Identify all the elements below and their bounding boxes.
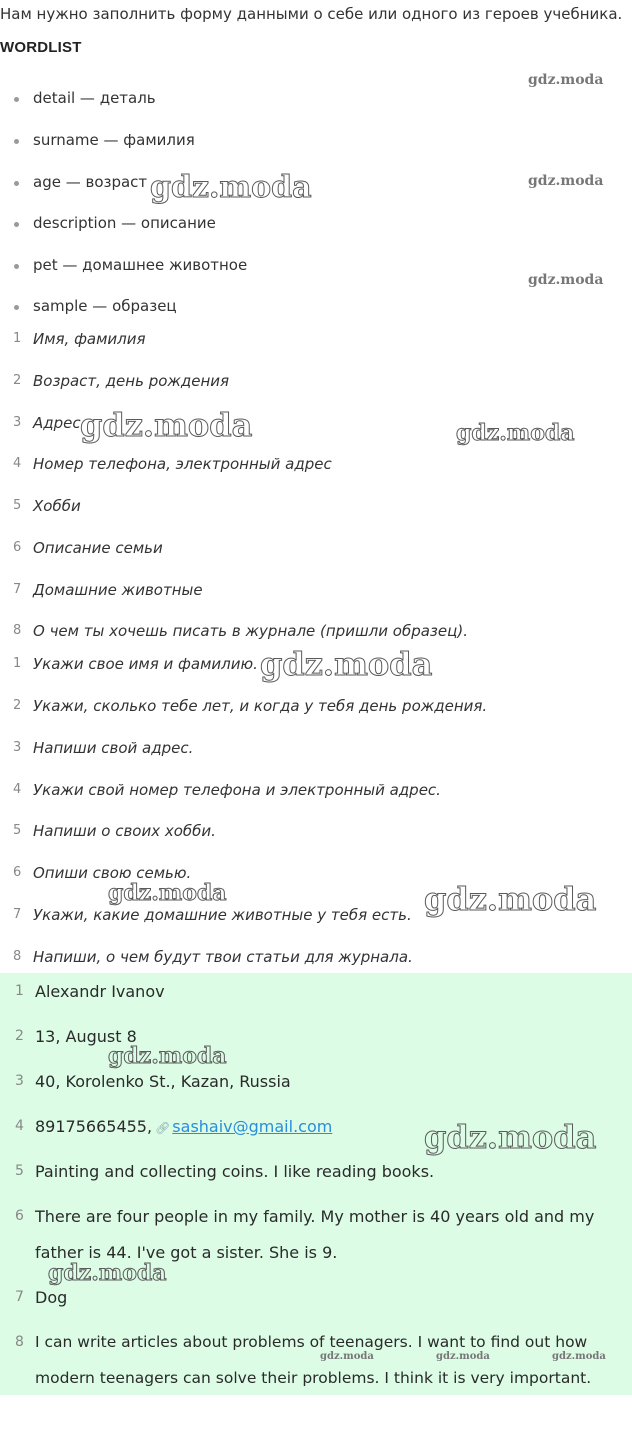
bullet-dot [14, 305, 19, 310]
watermark-logo: gdz.moda [436, 1351, 490, 1362]
answer-number: 7 [15, 1289, 24, 1305]
item-number: 4 [13, 782, 22, 797]
item-text: Домашние животные [33, 581, 203, 599]
item-number: 4 [13, 456, 22, 471]
item-number: 2 [13, 373, 22, 388]
wordlist-title: WORDLIST [0, 39, 82, 56]
bullet-dot [14, 181, 19, 186]
link-icon: 🔗︎ [155, 1121, 171, 1135]
item-number: 1 [13, 656, 22, 671]
answer-number: 4 [15, 1118, 24, 1134]
answer-text: 40, Korolenko St., Kazan, Russia [35, 1072, 291, 1091]
wordlist-text: age — возраст [33, 173, 148, 191]
item-number: 6 [13, 865, 22, 880]
answer-text: 13, August 8 [35, 1027, 137, 1046]
watermark-logo: gdz.moda [320, 1351, 374, 1362]
item-text: Напиши свой адрес. [33, 739, 194, 757]
item-number: 8 [13, 949, 22, 964]
watermark-logo: gdz.moda [260, 645, 433, 683]
item-text: Напиши, о чем будут твои статьи для журнала. [33, 948, 413, 966]
bullet-dot [14, 264, 19, 269]
answer-text: modern teenagers can solve their problems. I think it is very important. [35, 1369, 592, 1387]
item-number: 5 [13, 498, 22, 513]
answer-text: Dog [35, 1288, 68, 1307]
watermark-logo: gdz.moda [528, 272, 604, 288]
item-number: 7 [13, 582, 22, 597]
watermark-logo: gdz.moda [108, 880, 227, 906]
item-number: 7 [13, 907, 22, 922]
item-number: 8 [13, 623, 22, 638]
answer-text: Painting and collecting coins. I like reading books. [35, 1162, 435, 1181]
item-text: Хобби [33, 497, 81, 515]
intro-text: Нам нужно заполнить форму данными о себе или одного из героев учебника. [0, 5, 623, 23]
answer-text: Alexandr Ivanov [35, 982, 165, 1001]
wordlist-text: sample — образец [33, 297, 177, 315]
item-text: Опиши свою семью. [33, 864, 192, 882]
answer-number: 3 [15, 1073, 24, 1089]
item-text: Укажи свой номер телефона и электронный адрес. [33, 781, 441, 799]
wordlist-text: pet — домашнее животное [33, 256, 248, 274]
item-text: Описание семьи [33, 539, 163, 557]
email-link[interactable]: sashaiv@gmail.com [172, 1117, 333, 1136]
watermark-logo: gdz.moda [424, 880, 597, 918]
watermark-logo: gdz.moda [528, 173, 604, 189]
answer-text: I can write articles about problems of teenagers. I want to find out how [35, 1333, 588, 1351]
answer-text: There are four people in my family. My mother is 40 years old and my [35, 1207, 595, 1226]
item-text: Имя, фамилия [33, 330, 146, 348]
item-text: Напиши о своих хобби. [33, 822, 216, 840]
answer-number: 6 [15, 1208, 24, 1224]
bullet-dot [14, 139, 19, 144]
watermark-logo: gdz.moda [80, 406, 253, 444]
item-text: Укажи, сколько тебе лет, и когда у тебя день рождения. [33, 697, 488, 715]
item-text: Номер телефона, электронный адрес [33, 455, 332, 473]
answer-number: 1 [15, 983, 24, 999]
item-number: 1 [13, 331, 22, 346]
wordlist-text: detail — деталь [33, 89, 156, 107]
watermark-logo: gdz.moda [150, 170, 312, 205]
bullet-dot [14, 222, 19, 227]
phone-number: 89175665455, [35, 1117, 153, 1136]
watermark-logo: gdz.moda [456, 420, 575, 446]
item-text: Укажи, какие домашние животные у тебя есть. [33, 906, 412, 924]
answer-text: father is 44. I've got a sister. She is 9. [35, 1243, 338, 1262]
answer-number: 2 [15, 1028, 24, 1044]
watermark-logo: gdz.moda [552, 1351, 606, 1362]
item-number: 2 [13, 698, 22, 713]
item-number: 3 [13, 740, 22, 755]
item-number: 5 [13, 823, 22, 838]
watermark-logo: gdz.moda [528, 72, 604, 88]
item-number: 6 [13, 540, 22, 555]
answer-text [35, 1117, 332, 1136]
answer-number: 5 [15, 1163, 24, 1179]
wordlist-text: surname — фамилия [33, 131, 195, 149]
item-text: О чем ты хочешь писать в журнале (пришли образец). [33, 622, 468, 640]
bullet-dot [14, 97, 19, 102]
item-text: Укажи свое имя и фамилию. [33, 655, 258, 673]
item-text: Возраст, день рождения [33, 372, 230, 390]
wordlist-text: description — описание [33, 214, 216, 232]
answer-number: 8 [15, 1334, 24, 1350]
item-text: Адрес [33, 414, 81, 432]
item-number: 3 [13, 415, 22, 430]
